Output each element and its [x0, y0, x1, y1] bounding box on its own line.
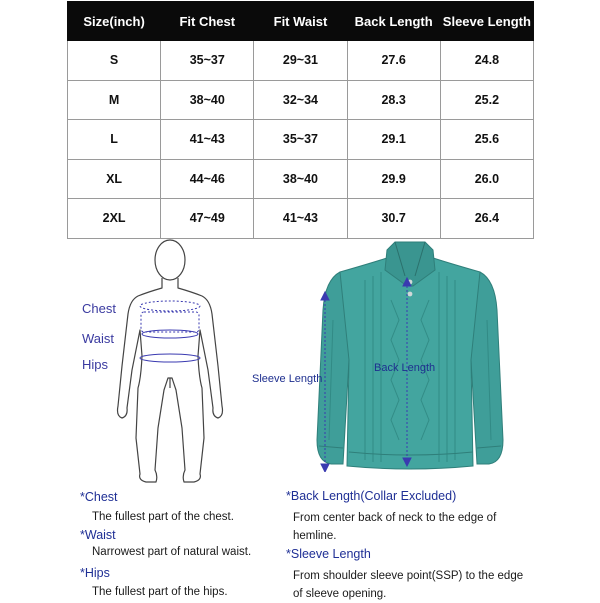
- cell-size: M: [68, 80, 161, 120]
- table-row: [68, 199, 534, 239]
- cell-fit-chest: 44~46: [161, 159, 254, 199]
- sleeve-length-desc-text: From shoulder sleeve point(SSP) to the edge of sleeve opening.: [293, 570, 524, 600]
- table-row: [68, 41, 534, 81]
- body-outline-figure: [108, 238, 232, 486]
- header-sleeve-length: Sleeve Length: [440, 2, 533, 41]
- cell-fit-chest: 35~37: [161, 41, 254, 81]
- cell-fit-waist: 29~31: [254, 41, 347, 81]
- back-length-label: Back Length: [374, 362, 436, 374]
- cell-fit-waist: 35~37: [254, 120, 347, 160]
- back-length-desc-title: *Back Length(Collar Excluded): [286, 489, 457, 503]
- table-header-row: [68, 2, 534, 41]
- cell-back-length: 27.6: [347, 41, 440, 81]
- header-size: Size(inch): [68, 2, 161, 41]
- body-outline-icon: [118, 240, 223, 482]
- waist-desc-text: Narrowest part of natural waist.: [92, 546, 252, 558]
- table-row: [68, 80, 534, 120]
- cell-size: L: [68, 120, 161, 160]
- cell-fit-chest: 38~40: [161, 80, 254, 120]
- header-fit-chest: Fit Chest: [161, 2, 254, 41]
- cell-fit-waist: 32~34: [254, 80, 347, 120]
- cell-size: S: [68, 41, 161, 81]
- sleeve-length-desc-title: *Sleeve Length: [286, 547, 371, 561]
- measurement-bands: [140, 301, 200, 362]
- waist-label: Waist: [82, 331, 115, 346]
- cell-sleeve-length: 25.6: [440, 120, 533, 160]
- cell-fit-chest: 47~49: [161, 199, 254, 239]
- cell-back-length: 29.9: [347, 159, 440, 199]
- sweater-figure: [295, 240, 525, 472]
- table-row: [68, 159, 534, 199]
- cell-sleeve-length: 24.8: [440, 41, 533, 81]
- hips-desc-text: The fullest part of the hips.: [92, 586, 228, 598]
- cell-back-length: 30.7: [347, 199, 440, 239]
- cell-sleeve-length: 26.0: [440, 159, 533, 199]
- cell-sleeve-length: 25.2: [440, 80, 533, 120]
- cell-size: XL: [68, 159, 161, 199]
- hips-label: Hips: [82, 357, 109, 372]
- cell-sleeve-length: 26.4: [440, 199, 533, 239]
- sweater-icon: [317, 242, 503, 469]
- cell-fit-waist: 41~43: [254, 199, 347, 239]
- cell-size: 2XL: [68, 199, 161, 239]
- chest-label: Chest: [82, 301, 116, 316]
- back-length-desc-text: From center back of neck to the edge of hemline.: [293, 512, 497, 542]
- size-chart-table: [67, 1, 534, 239]
- sleeve-length-label: Sleeve Length: [252, 373, 323, 385]
- cell-back-length: 29.1: [347, 120, 440, 160]
- chest-desc-text: The fullest part of the chest.: [92, 511, 234, 523]
- cell-back-length: 28.3: [347, 80, 440, 120]
- chest-desc-title: *Chest: [80, 490, 118, 504]
- cell-fit-waist: 38~40: [254, 159, 347, 199]
- table-row: [68, 120, 534, 160]
- hips-desc-title: *Hips: [80, 566, 110, 580]
- header-back-length: Back Length: [347, 2, 440, 41]
- waist-desc-title: *Waist: [80, 528, 116, 542]
- cell-fit-chest: 41~43: [161, 120, 254, 160]
- header-fit-waist: Fit Waist: [254, 2, 347, 41]
